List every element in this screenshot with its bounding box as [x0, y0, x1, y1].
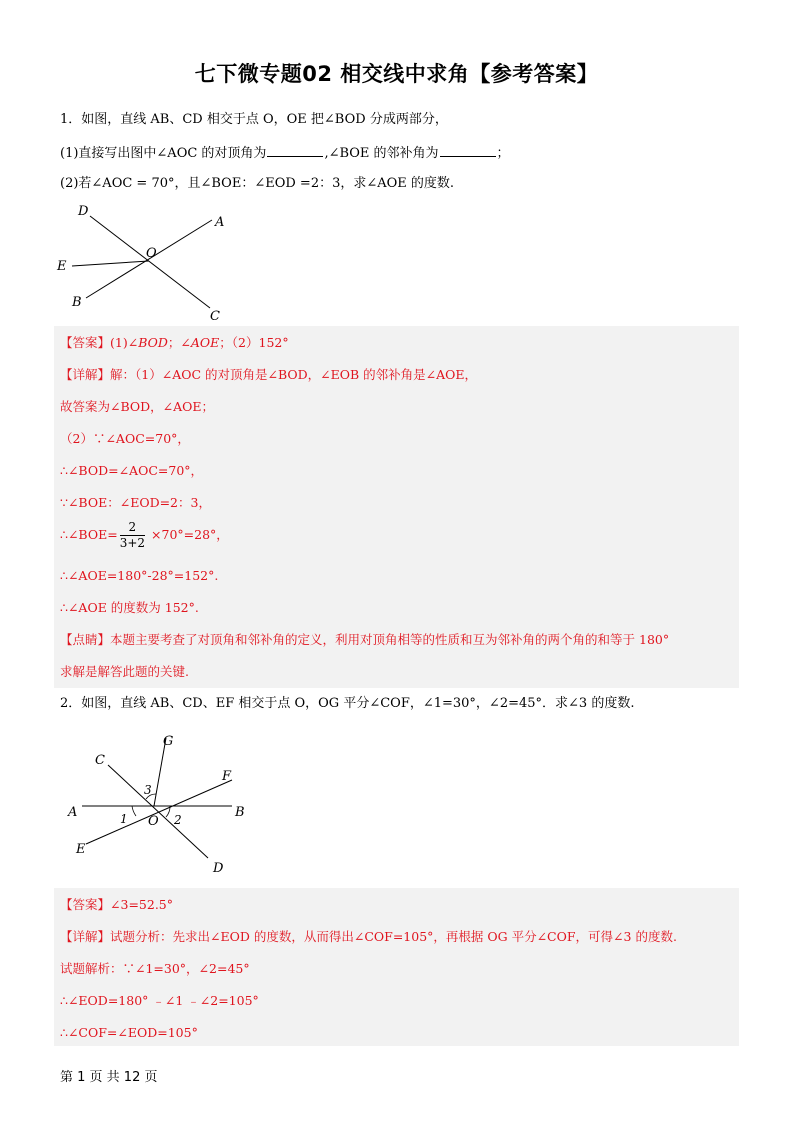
label-a: A: [68, 805, 78, 820]
detail-text: 试题分析：先求出∠EOD 的度数，从而得出∠COF=105°，再根据 OG 平分∠COF，可得∠3 的度数.: [110, 929, 677, 944]
label-angle-3: 3: [144, 783, 152, 797]
comment-line: 求解是解答此题的关键.: [60, 664, 189, 679]
label-c: C: [210, 309, 220, 324]
detail-line: 试题解析：∵∠1=30°，∠2=45°: [60, 961, 250, 976]
q1-part1-text-b: ,∠BOE 的邻补角为: [324, 146, 439, 161]
answer-tag: 【答案】: [60, 897, 111, 912]
q2-detail-line: [60, 928, 677, 946]
detail-line: ∴∠EOD=180° ﹣∠1 ﹣∠2=105°: [60, 993, 259, 1008]
line-dc: [90, 216, 210, 308]
label-b: B: [72, 295, 82, 310]
detail-text: 解：（1）∠AOC 的对顶角是∠BOD，∠EOB 的邻补角是∠AOE，: [110, 367, 478, 382]
answer-part: ∠AOE: [180, 335, 220, 350]
label-o: O: [148, 814, 159, 829]
fraction: [120, 520, 145, 551]
comment-tag: 【点睛】: [60, 632, 111, 647]
label-d: D: [78, 204, 89, 219]
answer-part: (1): [110, 335, 128, 350]
q1-part1: [60, 143, 510, 163]
q1-detail-line: [60, 366, 477, 384]
detail-line: ∴∠AOE 的度数为 152°.: [60, 600, 199, 615]
q2-answer-line: [60, 896, 173, 914]
label-b: B: [235, 805, 245, 820]
q1-part1-text-a: (1)直接写出图中∠AOC 的对顶角为: [60, 146, 267, 161]
answer-blank: [440, 143, 496, 157]
page-title: 七下微专题02 相交线中求角【参考答案】: [194, 62, 599, 86]
label-c: C: [95, 753, 105, 768]
q1-stem: 1．如图，直线 AB、CD 相交于点 O，OE 把∠BOD 分成两部分，: [60, 112, 448, 127]
fraction-denominator: 3+2: [119, 536, 146, 550]
label-o: O: [146, 246, 157, 261]
fraction-prefix: ∴∠BOE=: [60, 527, 118, 542]
fraction-suffix: ×70°=28°，: [151, 527, 229, 542]
answer-part: ；: [167, 335, 181, 350]
q2-figure: [60, 728, 260, 878]
detail-line: 故答案为∠BOD，∠AOE；: [60, 399, 215, 414]
q1-figure: [52, 200, 242, 325]
answer-blank: [267, 143, 323, 157]
fraction-numerator: 2: [120, 520, 145, 536]
label-angle-1: 1: [120, 812, 128, 826]
answer-tag: 【答案】: [60, 335, 111, 350]
detail-line: ∴∠AOE=180°-28°=152°.: [60, 568, 219, 583]
label-e: E: [57, 259, 67, 274]
detail-line: ∴∠COF=∠EOD=105°: [60, 1025, 198, 1040]
detail-line: ∵∠BOE：∠EOD=2：3，: [60, 495, 211, 510]
detail-line: ∴∠BOD=∠AOC=70°，: [60, 463, 204, 478]
label-e: E: [76, 842, 86, 857]
line-ef: [86, 780, 232, 844]
line-eo: [72, 261, 149, 266]
detail-tag: 【详解】: [60, 929, 111, 944]
label-a: A: [215, 215, 225, 230]
q1-answer-box: [54, 326, 739, 688]
detail-line: （2）∵∠AOC=70°，: [60, 431, 190, 446]
answer-part: ∠BOD: [127, 335, 168, 350]
fraction-line: [60, 520, 229, 551]
q1-answer-line: [60, 334, 289, 352]
detail-tag: 【详解】: [60, 367, 111, 382]
answer-part: ；（2）152°: [219, 335, 289, 350]
label-angle-2: 2: [174, 813, 182, 827]
page-footer: 第 1 页 共 12 页: [60, 1070, 158, 1085]
q1-comment-line: [60, 631, 669, 649]
label-f: F: [222, 769, 232, 784]
q2-stem: 2．如图，直线 AB、CD、EF 相交于点 O，OG 平分∠COF，∠1=30°，∠2=45°．求∠3 的度数.: [60, 696, 635, 711]
q1-part1-text-c: ；: [496, 146, 510, 161]
label-g: G: [163, 734, 174, 749]
answer-text: ∠3=52.5°: [110, 897, 173, 912]
q2-answer-box: [54, 888, 739, 1046]
label-d: D: [213, 861, 224, 876]
comment-text: 本题主要考查了对顶角和邻补角的定义，利用对顶角相等的性质和互为邻补角的两个角的和等于 180°: [110, 632, 670, 647]
angle-arc-1: [132, 806, 136, 816]
q1-part2: (2)若∠AOC = 70°，且∠BOE：∠EOD =2：3，求∠AOE 的度数.: [60, 176, 455, 191]
